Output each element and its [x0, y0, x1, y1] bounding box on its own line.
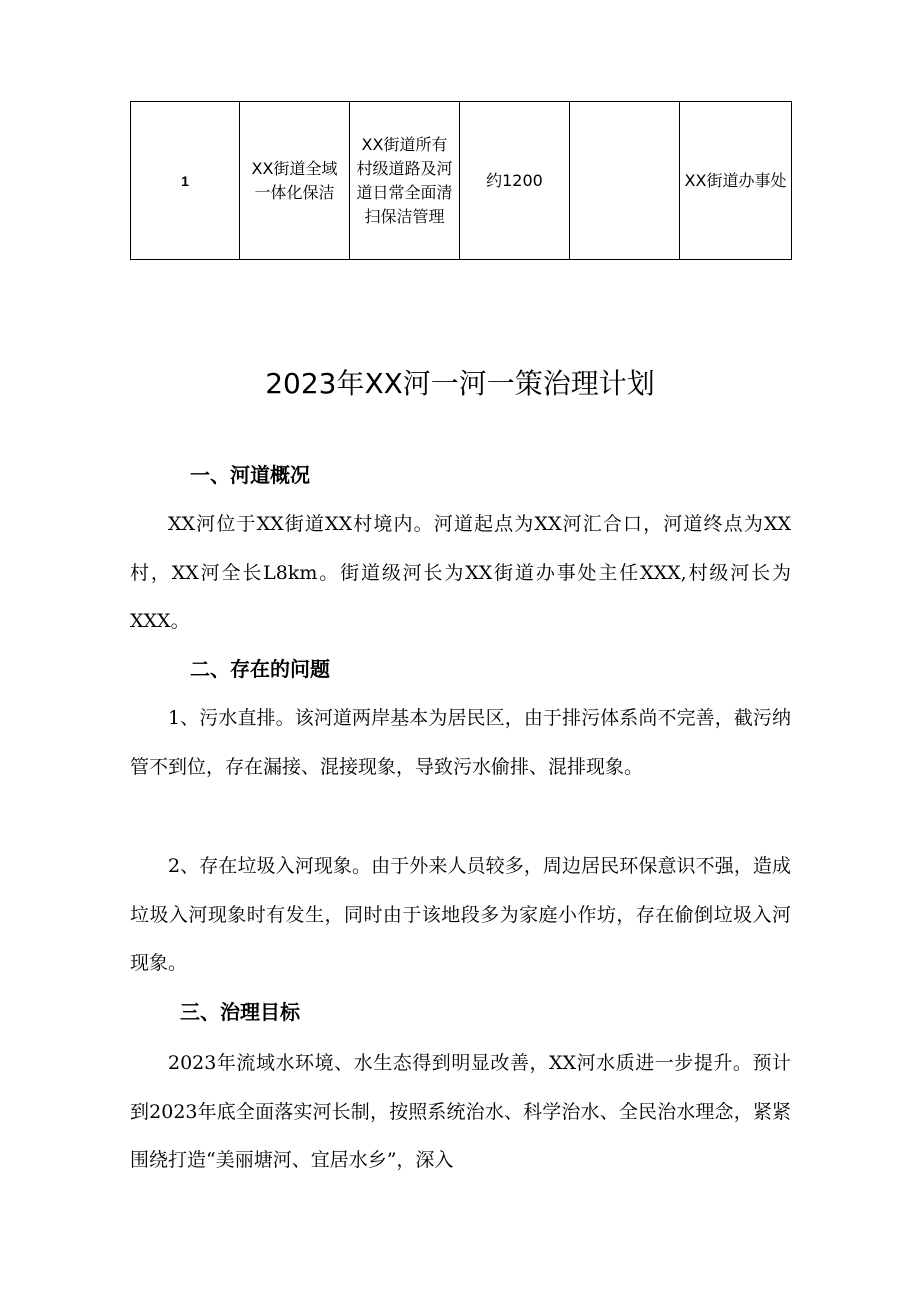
paragraph-goals: 2023年流域水环境、水生态得到明显改善，XX河水质进一步提升。预计到2023年底全面落实河长制，按照系统治水、科学治水、全民治水理念，紧紧围绕打造“美丽塘河、宜居水乡”，深入 — [130, 1052, 791, 1171]
table-cell-amount: 约1200 — [460, 102, 570, 260]
section-heading-goals: 三、治理目标 — [180, 1000, 300, 1024]
table-cell-empty — [570, 102, 680, 260]
document-title: 2023年XX河一河一策治理计划 — [265, 367, 655, 400]
section-heading-overview: 一、河道概况 — [190, 463, 310, 487]
table-cell-index: 1 — [131, 102, 240, 260]
table-cell-project: XX街道全域一体化保洁 — [240, 102, 350, 260]
paragraph-problem-sewage: 1、污水直排。该河道两岸基本为居民区，由于排污体系尚不完善，截污纳管不到位，存在漏接、混接现象，导致污水偷排、混排现象。 — [130, 707, 791, 778]
section-heading-problems: 二、存在的问题 — [190, 657, 330, 681]
paragraph-overview: XX河位于XX街道XX村境内。河道起点为XX河汇合口，河道终点为XX村，XX河全长L8km。街道级河长为XX街道办事处主任XXX,村级河长为XXX。 — [130, 513, 791, 632]
table-cell-unit: XX街道办事处 — [680, 102, 792, 260]
project-table — [130, 101, 792, 260]
table-cell-content: XX街道所有村级道路及河道日常全面清扫保洁管理 — [350, 102, 460, 260]
table-row — [131, 102, 792, 260]
paragraph-problem-garbage: 2、存在垃圾入河现象。由于外来人员较多，周边居民环保意识不强，造成垃圾入河现象时有发生，同时由于该地段多为家庭小作坊，存在偷倒垃圾入河现象。 — [130, 855, 791, 974]
